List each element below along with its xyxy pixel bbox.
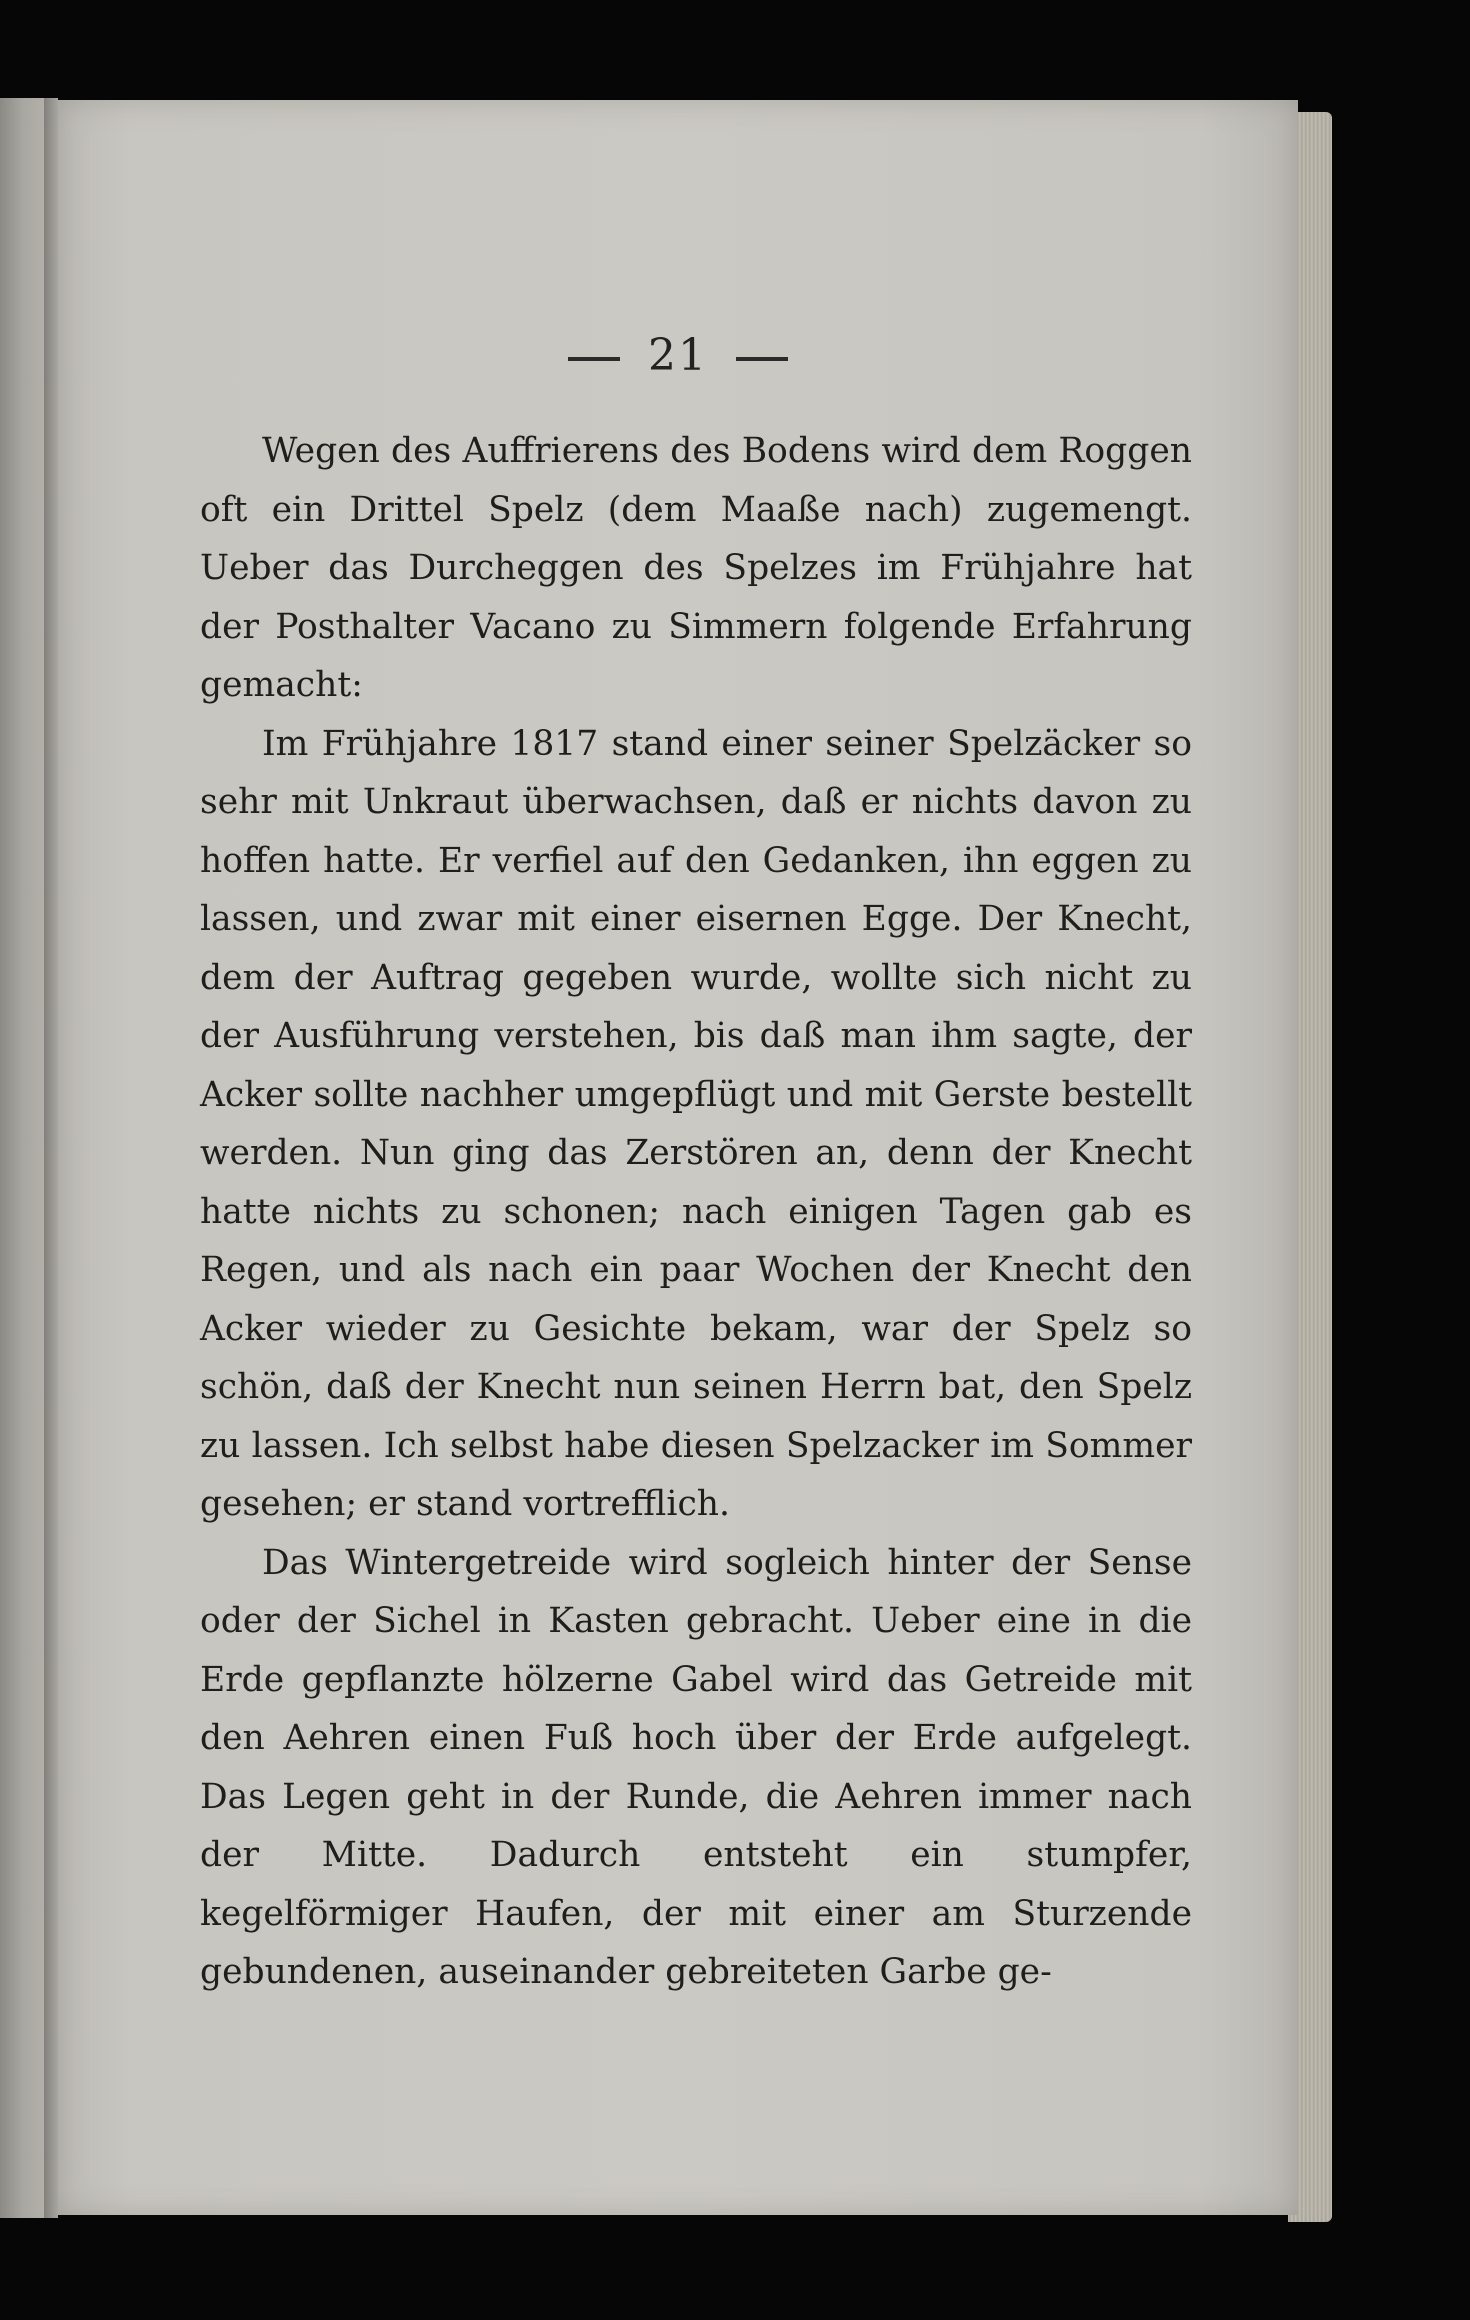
paragraph-2: Im Frühjahre 1817 stand einer seiner Spelzäcker so sehr mit Unkraut überwachsen, daß er nichts davon zu hoffen hatte. Er verfiel auf den Gedanken, ihn eggen zu lassen, und zwar mit einer eisernen Egge. Der Knecht, dem der Auftrag gegeben wurde, wollte sich nicht zu der Ausführung verstehen, bis daß man ihm sagte, der Acker sollte nachher umgepflügt und mit Gerste bestellt werden. Nun ging das Zerstören an, denn der Knecht hatte nichts zu schonen; nach einigen Tagen gab es Regen, und als nach ein paar Wochen der Knecht den Acker wieder zu Gesichte bekam, war der Spelz so schön, daß der Knecht nun seinen Herrn bat, den Spelz zu lassen. Ich selbst habe diesen Spelzacker im Sommer gesehen; er stand vortrefflich. [200, 723, 1192, 1524]
body-text [200, 422, 1192, 2002]
page-number: 21 [648, 330, 708, 381]
paragraph-1: Wegen des Auffrierens des Bodens wird dem Roggen oft ein Drittel Spelz (dem Maaße nach) zugemengt. Ueber das Durcheggen des Spelzes im Frühjahre hat der Posthalter Vacano zu Simmern folgende Erfahrung gemacht: [200, 431, 1192, 705]
header-dash-left [568, 357, 620, 361]
page-header [58, 330, 1298, 381]
header-dash-right [736, 357, 788, 361]
book-page [58, 100, 1298, 2215]
paragraph-3: Das Wintergetreide wird sogleich hinter der Sense oder der Sichel in Kasten gebracht. Ueber eine in die Erde gepflanzte hölzerne Gabel wird das Getreide mit den Aehren einen Fuß hoch über der Erde aufgelegt. Das Legen geht in der Runde, die Aehren immer nach der Mitte. Dadurch entsteht ein stumpfer, kegelförmiger Haufen, der mit einer am Sturzende gebundenen, auseinander gebreiteten Garbe ge- [200, 1542, 1192, 1992]
